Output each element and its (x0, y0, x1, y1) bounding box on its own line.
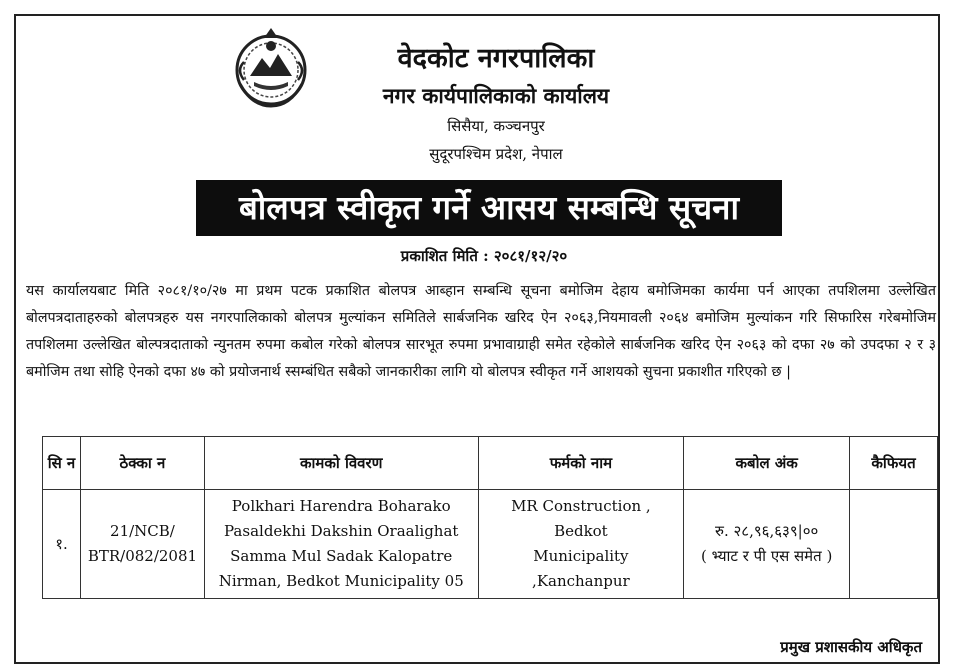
office-name: नगर कार्यपालिकाको कार्यालय (382, 83, 610, 108)
table-row (43, 490, 938, 599)
table-header-row (43, 437, 938, 490)
work-line: Samma Mul Sadak Kalopatre (230, 547, 453, 565)
notice-title: बोलपत्र स्वीकृत गर्ने आसय सम्बन्धि सूचना (196, 180, 782, 236)
firm-line: MR Construction , Bedkot (511, 497, 651, 540)
notice-frame (14, 14, 940, 664)
header-contract-no: ठेक्का न (80, 437, 204, 490)
work-line: Polkhari Harendra Boharako (231, 497, 451, 515)
cell-bid-amount (684, 490, 850, 599)
notice-body: यस कार्यालयबाट मिति २०८१/१०/२७ मा प्रथम पटक प्रकाशित बोलपत्र आब्हान सम्बन्धि सूचना बमोजिम देहाय बमोजिमका कार्यमा पर्न आएका तपशिलमा उल्लेखित बोलपत्रदाताहरुको बोलपत्रहरु यस नगरपालिकाको बोलपत्र मुल्यांकन समितिले सार्बजनिक खरिद ऐन २०६३,नियमावली २०६४ बमोजिम मुल्यांकन गरि सिफारिस गरेबमोजिम तपशिलमा उल्लेखित बोल्पत्रदाताको न्युनतम रुपमा कबोल गरेको बोलपत्र सारभूत रुपमा प्रभावाग्राही समेत रहेकोले सार्बजनिक खरिद ऐन २०६३ को दफा २७ को उपदफा २ र ३ बमोजिम तथा सोहि ऐनको दफा ४७ को प्रयोजनार्थ स्सम्बंधित सबैको जानकारीका लागि यो बोलपत्र स्वीकृत गर्ने आशयको सुचना प्रकाशीत गरिएको छ | (26, 283, 936, 380)
work-line: Pasaldekhi Dakshin Oraalighat (224, 522, 459, 540)
address-line-1: सिसैया, कञ्चनपुर (447, 117, 545, 135)
contract-no-line: 21/NCB/ (110, 522, 175, 540)
signoff-title: प्रमुख प्रशासकीय अधिकृत (780, 638, 922, 656)
published-date: प्रकाशित मिति : २०८१/१२/२० (400, 247, 568, 265)
bid-amount-note: ( भ्याट र पी एस समेत ) (700, 547, 833, 565)
address-line-2: सुदूरपश्चिम प्रदेश, नेपाल (429, 145, 563, 163)
contract-no-line: BTR/082/2081 (87, 547, 198, 565)
header-sn: सि न (43, 437, 81, 490)
municipality-name: वेदकोट नगरपालिका (397, 43, 595, 74)
bid-amount-value: रु. २८,९६,६३९|०० (715, 522, 819, 540)
header-remarks: कैफियत (850, 437, 938, 490)
header-work-description: कामको विवरण (204, 437, 478, 490)
header-firm-name: फर्मको नाम (478, 437, 684, 490)
cell-firm-name (478, 490, 684, 599)
work-line: Nirman, Bedkot Municipality 05 (218, 572, 464, 590)
cell-remarks (850, 490, 938, 599)
header-bid-amount: कबोल अंक (684, 437, 850, 490)
firm-line: Municipality ,Kanchanpur (532, 547, 630, 590)
tender-table (42, 436, 938, 599)
cell-contract-no (80, 490, 204, 599)
cell-sn: १. (43, 490, 81, 599)
cell-work-description (204, 490, 478, 599)
